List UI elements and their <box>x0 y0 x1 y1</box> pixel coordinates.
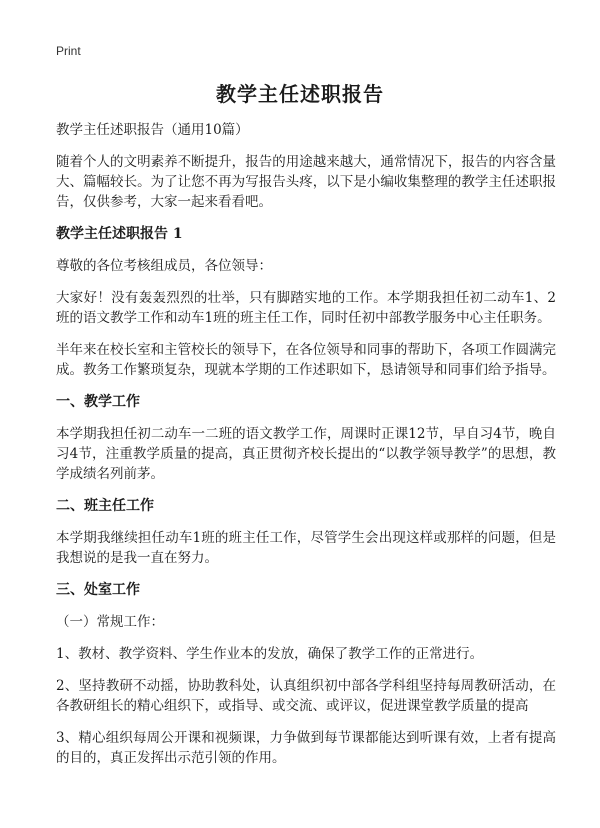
document-subtitle: 教学主任述职报告（通用10篇） <box>56 122 249 138</box>
section-title: 教学主任述职报告 1 <box>56 226 183 242</box>
list-item-3: 3、精心组织每周公开课和视频课，力争做到每节课都能达到听课有效，上者有提高的目的，真正发挥出示范引领的作用。 <box>56 730 556 766</box>
paragraph-1: 大家好！没有轰轰烈烈的壮举，只有脚踏实地的工作。本学期我担任初二动车1、2班的语文教学工作和动车1班的班主任工作，同时任初中部教学服务中心主任职务。 <box>56 290 556 326</box>
paragraph-2: 半年来在校长室和主管校长的领导下，在各位领导和同事的帮助下，各项工作圆满完成。教务工作繁琐复杂，现就本学期的工作述职如下，恳请领导和同事们给予指导。 <box>56 342 556 378</box>
document-title: 教学主任述职报告 <box>216 82 384 106</box>
intro-paragraph: 随着个人的文明素养不断提升，报告的用途越来越大，通常情况下，报告的内容含量大、篇幅较长。为了让您不再为写报告头疼，以下是小编收集整理的教学主任述职报告，仅供参考，大家一起来看看吧。 <box>56 154 556 210</box>
heading-office: 三、处室工作 <box>56 582 140 598</box>
subheading-routine: （一）常规工作： <box>56 614 164 630</box>
list-item-2: 2、坚持教研不动摇，协助教科处，认真组织初中部各学科组坚持每周教研活动，在各教研组长的精心组织下，或指导、或交流、或评议，促进课堂教学质量的提高 <box>56 678 556 714</box>
heading-class-teacher: 二、班主任工作 <box>56 498 154 514</box>
list-item-1: 1、教材、教学资料、学生作业本的发放，确保了教学工作的正常进行。 <box>56 646 484 662</box>
paragraph-4: 本学期我继续担任动车1班的班主任工作，尽管学生会出现这样或那样的问题，但是我想说的是我一直在努力。 <box>56 530 556 566</box>
document-body <box>56 120 556 780</box>
heading-teaching: 一、教学工作 <box>56 394 140 410</box>
print-label[interactable]: Print <box>56 44 81 58</box>
paragraph-3: 本学期我担任初二动车一二班的语文教学工作，周课时正课12节，早自习4节，晚自习4节，注重教学质量的提高，真正贯彻齐校长提出的“以教学领导教学”的思想，教学成绩名列前茅。 <box>56 426 556 482</box>
greeting: 尊敬的各位考核组成员，各位领导： <box>56 258 272 274</box>
